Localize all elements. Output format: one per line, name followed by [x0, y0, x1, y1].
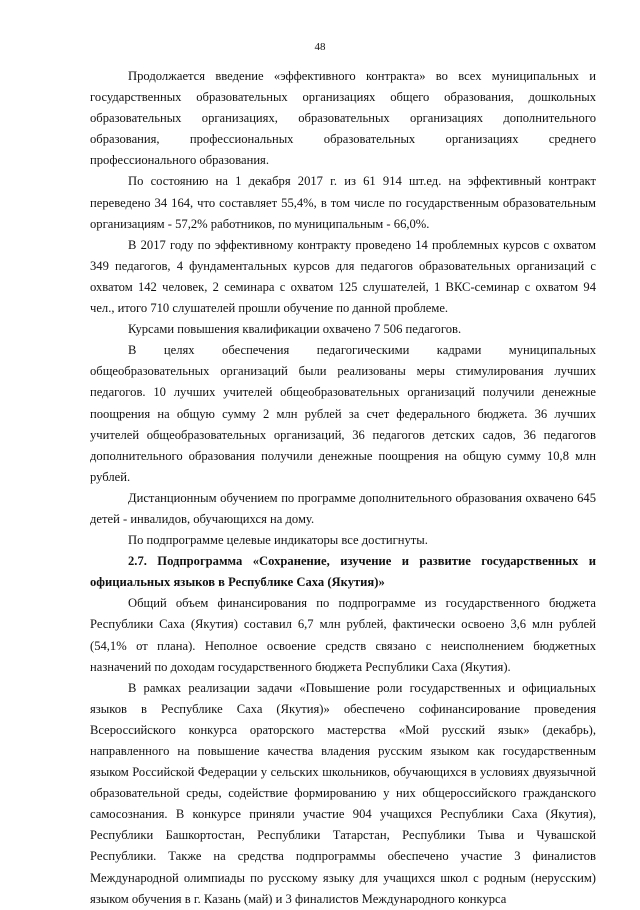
paragraph-language-contest: В рамках реализации задачи «Повышение роли государственных и официальных языков в Республике Саха (Якутия)» обеспечено софинансирование проведения Всероссийского конкурса ораторского мастерства «Мой русский язык» (декабрь), направленного на повышение качества владения русским языком как государственным языком Российской Федерации у сельских школьников, обучающихся в условиях двуязычной образовательной среды, содействие формированию у них общероссийского гражданского самосознания. В конкурсе приняли участие 904 учащихся Республики Саха (Якутия), Республики Башкортостан, Республики Татарстан, Республики Тыва и Чувашской Республики. Также на средства подпрограммы обеспечено участие 3 финалистов Международной олимпиады по русскому языку для учащихся школ с родным (нерусским) языком обучения в г. Казань (май) и 3 финалистов Международного конкурса — [90, 680, 596, 906]
paragraph-teacher-incentives: В целях обеспечения педагогическими кадрами муниципальных общеобразовательных организаций были реализованы меры стимулирования лучших педагогов. 10 лучших учителей общеобразовательных организаций получили денежные поощрения на общую сумму 2 млн рублей за счет федерального бюджета. 36 лучших учителей общеобразовательных организаций, 36 педагогов детских садов, 36 педагогов дополнительного образования получили денежные поощрения на общую сумму 10,8 млн рублей. — [90, 343, 596, 484]
paragraph-financing: Общий объем финансирования по подпрограмме из государственного бюджета Республики Саха (Якутия) составил 6,7 млн рублей, фактически освоено 3,6 млн рублей (54,1% от плана). Неполное освоение средств связано с неисполнением бюджетных назначений по доходам государственного бюджета Республики Саха (Якутия). — [90, 596, 596, 674]
paragraph-courses-2017: В 2017 году по эффективному контракту проведено 14 проблемных курсов с охватом 349 педагогов, 4 фундаментальных курсов для педагогов образовательных организаций с охватом 142 человек, 2 семинара с охватом 125 слушателей, 1 ВКС-семинар с охватом 94 чел., итого 710 слушателей прошли обучение по данной проблеме. — [90, 237, 596, 316]
section-heading: 2.7. Подпрограмма «Сохранение, изучение и развитие государственных и официальных языков в Республике Саха (Якутия)» — [90, 554, 596, 590]
document-body — [90, 66, 596, 910]
paragraph-qualification-courses: Курсами повышения квалификации охвачено 7 506 педагогов. — [128, 322, 462, 337]
paragraph-contract-stats: По состоянию на 1 декабря 2017 г. из 61 914 шт.ед. на эффективный контракт переведено 34 164, что составляет 55,4%, в том числе по государственным образовательным организациям - 57,2% работников, по муниципальным - 66,0%. — [90, 174, 596, 231]
paragraph-indicators-achieved: По подпрограмме целевые индикаторы все достигнуты. — [128, 533, 428, 548]
page-number: 48 — [314, 41, 326, 53]
paragraph-distance-learning: Дистанционным обучением по программе дополнительного образования охвачено 645 детей - инвалидов, обучающихся на дому. — [90, 490, 596, 526]
paragraph-effective-contract: Продолжается введение «эффективного контракта» во всех муниципальных и государственных образовательных организациях общего образования, дошкольных образовательных организациях, образовательных организациях дополнительного образования, профессиональных образовательных организациях среднего профессионального образования. — [90, 69, 596, 168]
